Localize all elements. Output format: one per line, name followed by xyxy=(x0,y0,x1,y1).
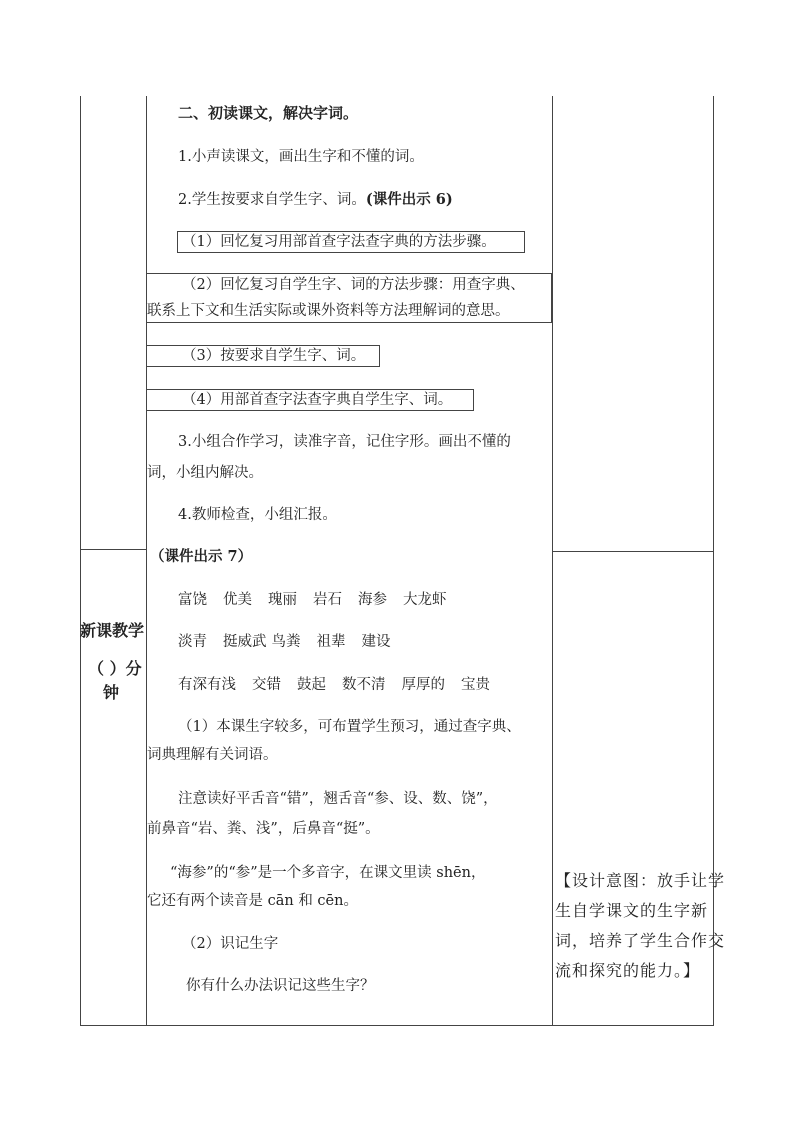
step-3-line-2: 词，小组内解决。 xyxy=(147,465,263,481)
design-intent-line-3: 词，培养了学生合作交 xyxy=(555,931,726,950)
table-col-divider-2 xyxy=(552,96,553,1026)
step-3-line-1: 3.小组合作学习，读准字音，记住字形。画出不懂的 xyxy=(178,434,511,450)
courseware-7-label: （课件出示 7） xyxy=(150,548,253,565)
pronunciation-line-1: 注意读好平舌音“错”，翘舌音“参、设、数、饶”， xyxy=(178,791,498,807)
word-row-1 xyxy=(178,591,447,609)
step-2-text: 2.学生按要求自学生字、词。 xyxy=(178,192,366,208)
step-1: 1.小声读课文，画出生字和不懂的词。 xyxy=(178,149,424,165)
design-intent-line-2: 生自学课文的生字新 xyxy=(555,901,709,920)
design-intent-line-1: 【设计意图：放手让学 xyxy=(555,871,726,890)
word: 宝贵 xyxy=(461,677,490,693)
word: 瑰丽 xyxy=(268,592,297,608)
word: 淡青 xyxy=(178,634,207,650)
sub-step-2-line-2: 联系上下文和生活实际或课外资料等方法理解词的意思。 xyxy=(147,303,510,319)
row-divider-left xyxy=(80,549,147,550)
polyphone-line-1: “海参”的“参”是一个多音字，在课文里读 shēn， xyxy=(170,865,486,881)
step-4: 4.教师检查，小组汇报。 xyxy=(178,507,337,523)
word: 厚厚的 xyxy=(401,677,445,693)
step-2-courseware: (课件出示 6) xyxy=(365,191,453,208)
word: 建设 xyxy=(361,634,391,650)
section-label-line-3: 钟 xyxy=(103,683,120,702)
note-1-line-1: （1）本课生字较多，可布置学生预习，通过查字典、 xyxy=(178,719,521,735)
word: 优美 xyxy=(223,592,252,608)
word: 鸟粪 xyxy=(271,634,301,650)
note-1-line-2: 词典理解有关词语。 xyxy=(147,747,278,763)
word: 祖辈 xyxy=(316,634,346,650)
word: 有深有浅 xyxy=(178,677,236,693)
question: 你有什么办法识记这些生字？ xyxy=(186,978,375,994)
row-divider-right xyxy=(552,551,714,552)
word: 挺威武 xyxy=(223,634,267,650)
word: 数不清 xyxy=(342,677,386,693)
polyphone-line-2: 它还有两个读音是 cān 和 cēn。 xyxy=(147,893,358,909)
table-bottom-border xyxy=(80,1025,714,1026)
note-2: （2）识记生字 xyxy=(182,936,279,952)
step-2 xyxy=(178,191,453,209)
word: 富饶 xyxy=(178,592,207,608)
section-heading: 二、初读课文，解决字词。 xyxy=(178,104,359,122)
word-row-2 xyxy=(178,633,391,651)
section-label-line-1: 新课教学 xyxy=(80,621,145,640)
table-left-border xyxy=(80,96,81,1026)
word: 大龙虾 xyxy=(403,592,447,608)
word: 交错 xyxy=(252,677,281,693)
sub-step-4: （4）用部首查字法查字典自学生字、词。 xyxy=(182,392,453,408)
word: 海参 xyxy=(358,592,387,608)
pronunciation-line-2: 前鼻音“岩、粪、浅”，后鼻音“挺”。 xyxy=(147,821,380,837)
word: 岩石 xyxy=(313,592,342,608)
section-label-line-2: （ ）分 xyxy=(88,659,142,678)
sub-step-2-line-1: （2）回忆复习自学生字、词的方法步骤：用查字典、 xyxy=(182,277,525,293)
design-intent-line-4: 流和探究的能力。】 xyxy=(555,961,701,980)
word-row-3 xyxy=(178,676,490,694)
sub-step-1: （1）回忆复习用部首查字法查字典的方法步骤。 xyxy=(182,234,496,250)
word: 鼓起 xyxy=(297,677,326,693)
table-col-divider-1 xyxy=(146,96,147,1026)
sub-step-3: （3）按要求自学生字、词。 xyxy=(182,348,366,364)
